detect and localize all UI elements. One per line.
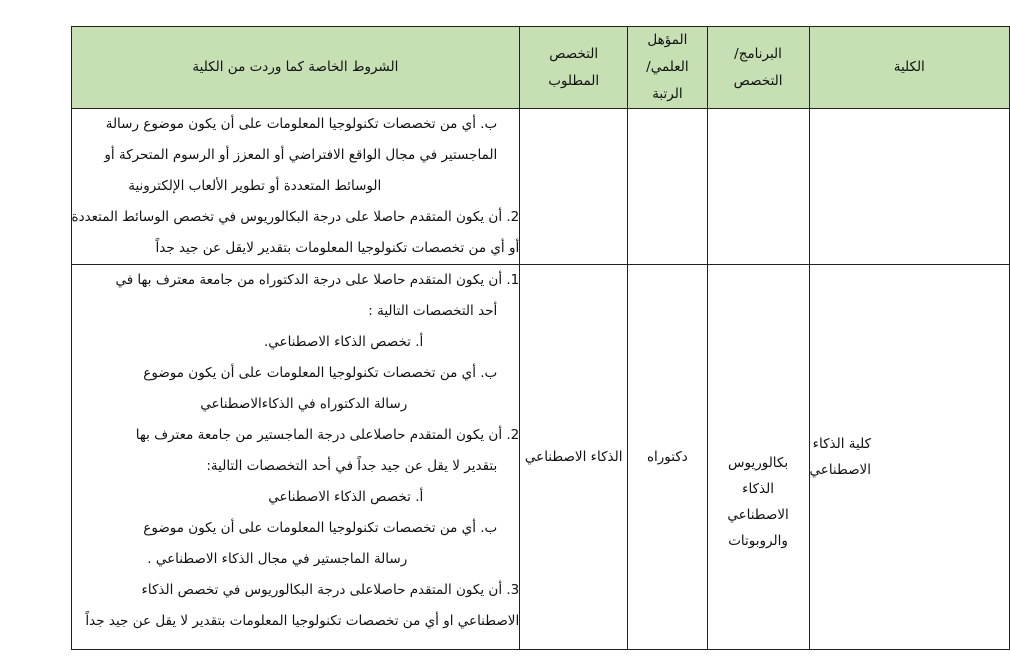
condition-line: رسالة الدكتوراه في الذكاءالاصطناعي — [200, 396, 408, 412]
condition-line: أو أي من تخصصات تكنولوجيا المعلومات بتقدير لايقل عن جيد جداً — [155, 240, 520, 256]
condition-line: 2. أن يكون المتقدم حاصلاعلى درجة الماجستير من جامعة معترف بها — [135, 427, 520, 443]
condition-line: 2. أن يكون المتقدم حاصلا على درجة البكالوريوس في تخصص الوسائط المتعددة — [71, 209, 520, 225]
header-row — [71, 27, 1010, 109]
header-qualification: المؤهل العلمي/الرتبة — [628, 27, 707, 109]
condition-line: أ. تخصص الذكاء الاصطناعي — [268, 489, 424, 505]
cell-qualification-empty — [628, 109, 707, 265]
condition-line: ب. أي من تخصصات تكنولوجيا المعلومات على أن يكون موضوع — [143, 520, 498, 536]
requirements-table — [71, 26, 1010, 650]
cell-college-empty — [809, 109, 1009, 265]
header-conditions: الشروط الخاصة كما وردت من الكلية — [71, 27, 520, 109]
condition-line: أحد التخصصات التالية : — [368, 303, 498, 319]
condition-line: الاصطناعي او أي من تخصصات تكنولوجيا المعلومات بتقدير لا يقل عن جيد جداً — [85, 613, 520, 629]
cell-program-empty — [707, 109, 809, 265]
header-college: الكلية — [809, 27, 1009, 109]
condition-line: الوسائط المتعددة أو تطوير الألعاب الإلكترونية — [128, 178, 382, 194]
condition-line: الماجستير في مجال الواقع الافتراضي أو المعزز أو الرسوم المتحركة أو — [104, 147, 498, 163]
cell-specialization: الذكاء الاصطناعي — [520, 265, 628, 650]
header-specialization: التخصص المطلوب — [520, 27, 628, 109]
cell-program: بكالوريوس الذكاء الاصطناعي والروبوتات — [707, 265, 809, 650]
table-row — [71, 265, 1010, 650]
condition-line: 3. أن يكون المتقدم حاصلاعلى درجة البكالوريوس في تخصص الذكاء — [141, 582, 520, 598]
condition-line: بتقدير لا يقل عن جيد جداً في أحد التخصصات التالية: — [206, 458, 498, 474]
cell-conditions — [71, 265, 520, 650]
header-program: البرنامج/ التخصص — [707, 27, 809, 109]
condition-line: أ. تخصص الذكاء الاصطناعي. — [264, 334, 424, 350]
condition-line: ب. أي من تخصصات تكنولوجيا المعلومات على أن يكون موضوع رسالة — [105, 116, 498, 132]
condition-line: 1. أن يكون المتقدم حاصلا على درجة الدكتوراه من جامعة معترف بها في — [115, 272, 520, 288]
cell-qualification: دكتوراه — [628, 265, 707, 650]
cell-specialization-empty — [520, 109, 628, 265]
condition-line: ب. أي من تخصصات تكنولوجيا المعلومات على أن يكون موضوع — [143, 365, 498, 381]
cell-conditions — [71, 109, 520, 265]
table-row — [71, 109, 1010, 265]
cell-college: كلية الذكاء الاصطناعي — [809, 265, 1009, 650]
condition-line: رسالة الماجستير في مجال الذكاء الاصطناعي . — [147, 551, 408, 567]
